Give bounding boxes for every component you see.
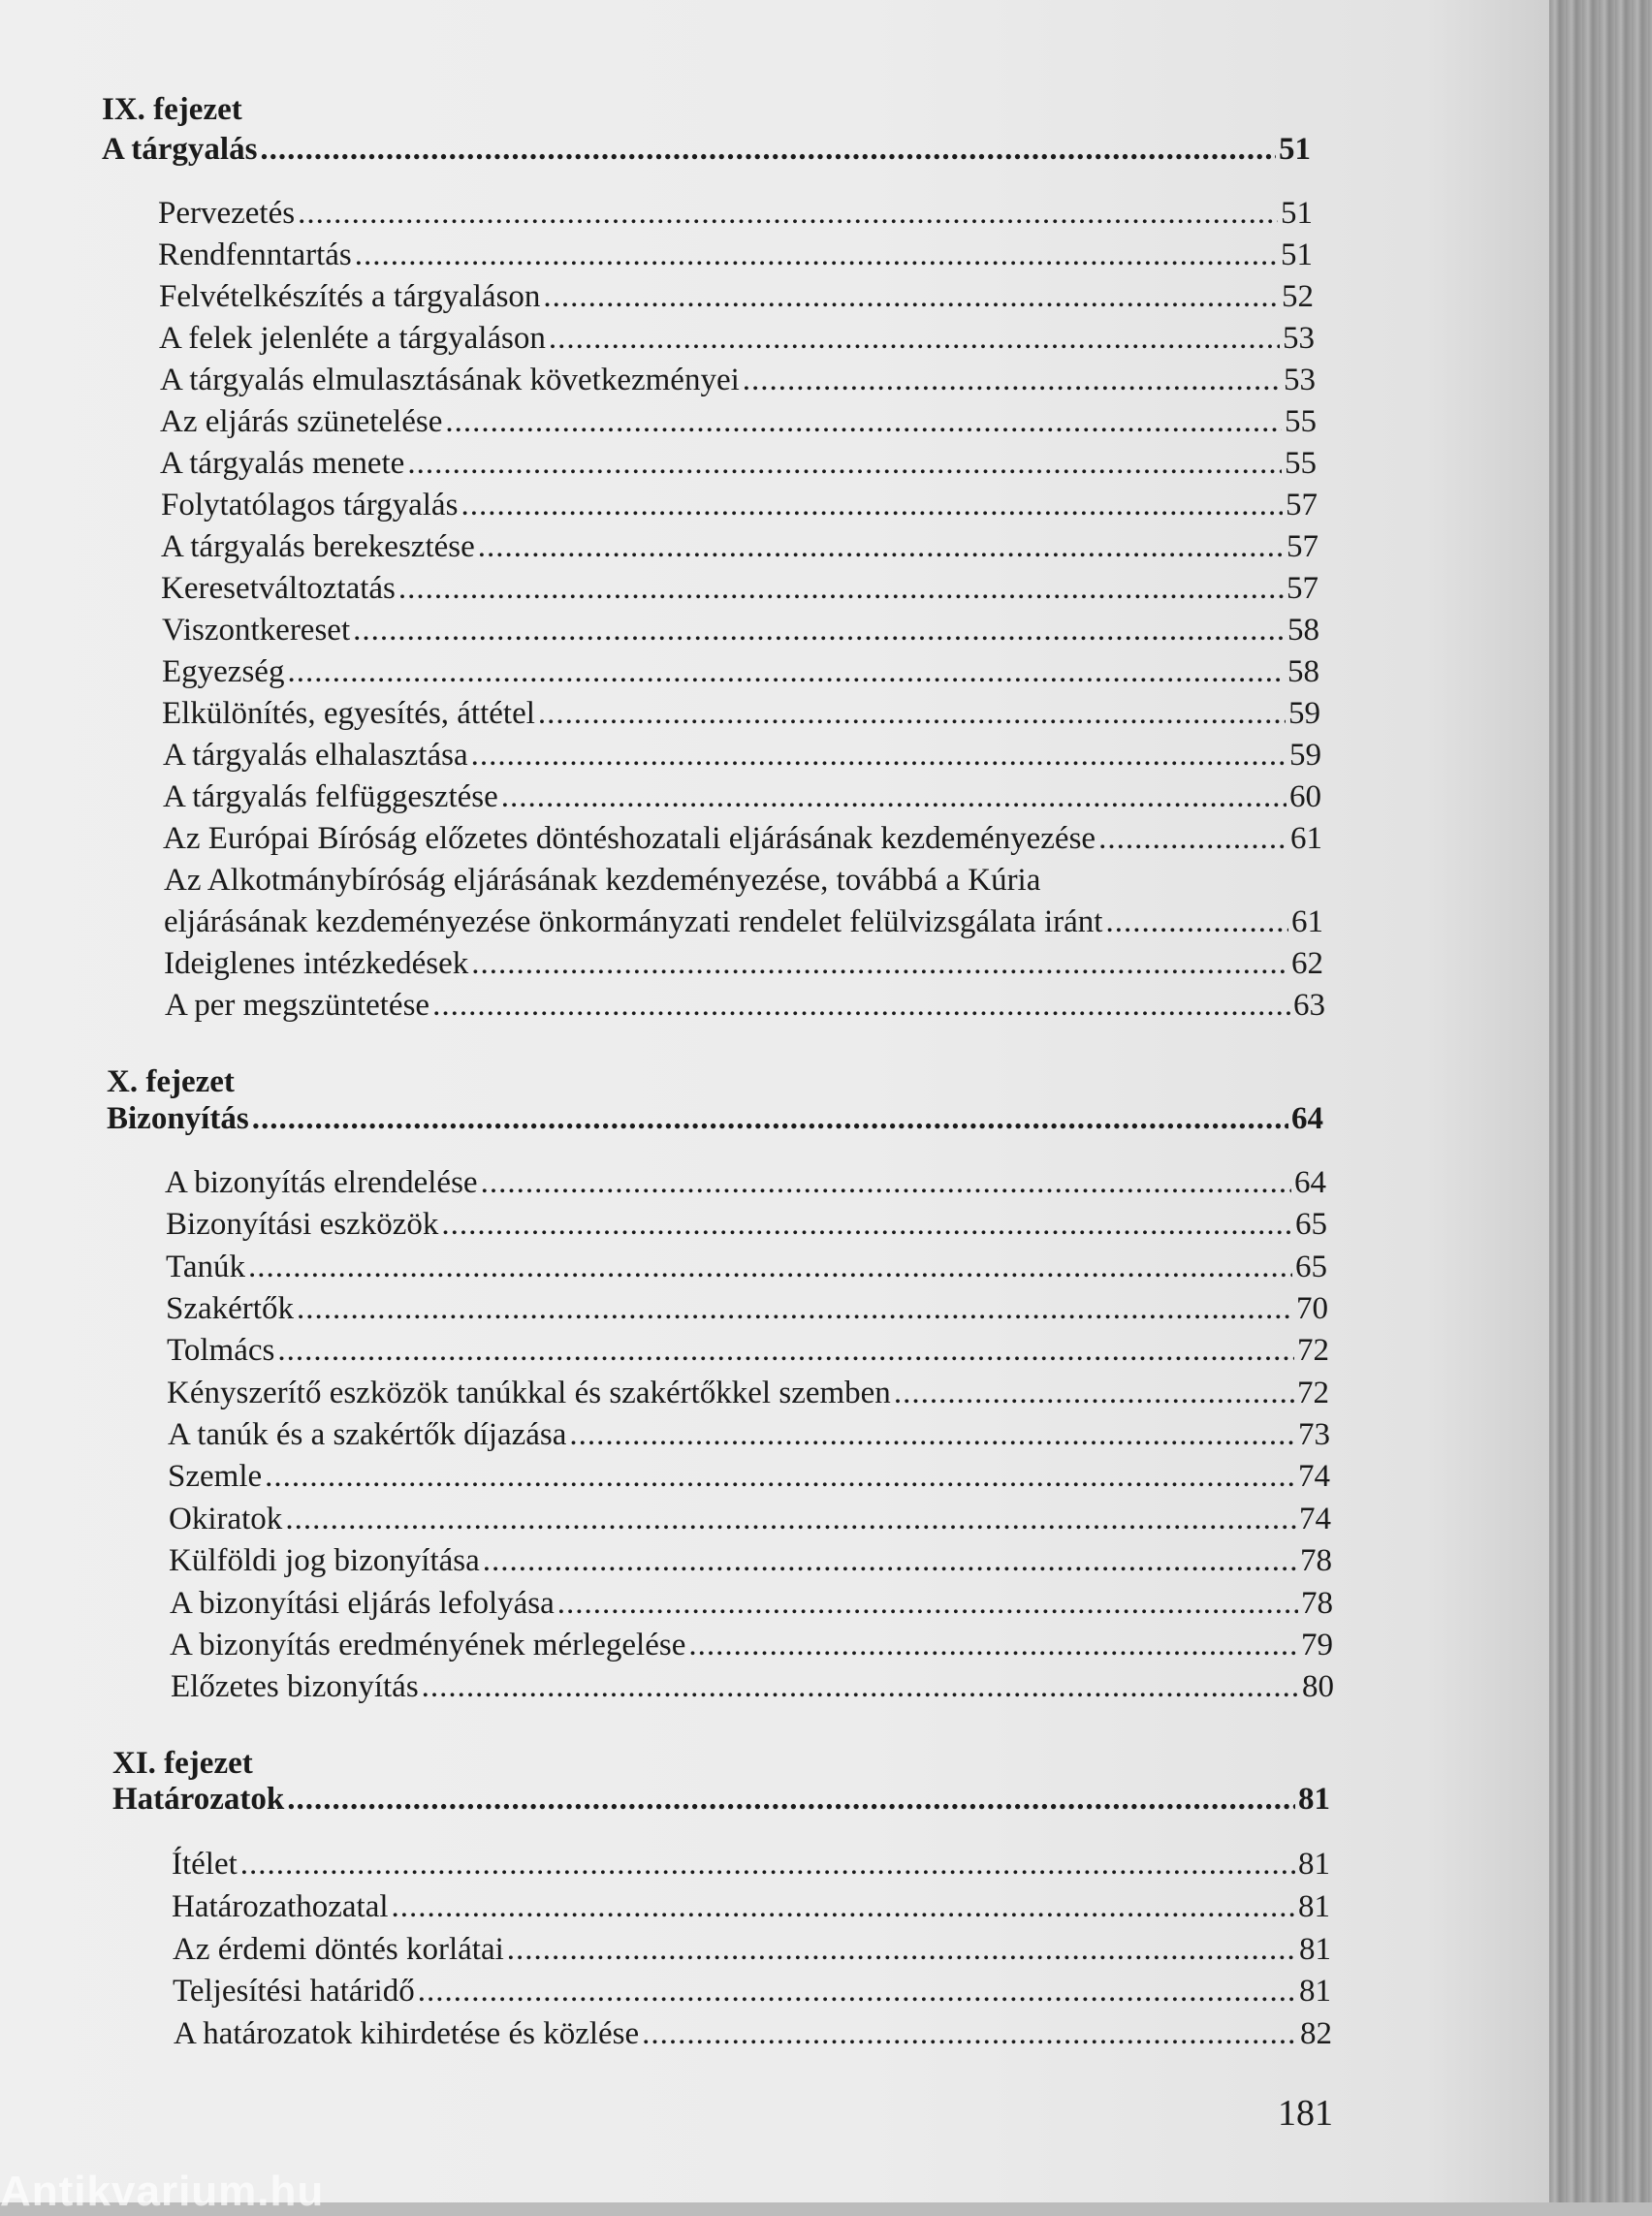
- toc-entry: [172, 1887, 1330, 1926]
- entry-page: 61: [1291, 904, 1323, 939]
- toc-entry-first-line: Az Alkotmánybíróság eljárásának kezdeményezése, továbbá a Kúria: [164, 863, 1041, 898]
- toc-entry: [167, 1374, 1329, 1412]
- entry-title: A per megszüntetése: [165, 988, 430, 1023]
- entry-page: 55: [1285, 446, 1317, 481]
- entry-title: A bizonyítás elrendelése: [165, 1165, 478, 1200]
- entry-page: 81: [1299, 1932, 1331, 1967]
- entry-title: Bizonyítási eszközök: [166, 1207, 439, 1242]
- entry-page: 57: [1287, 529, 1318, 564]
- entry-title: Az Európai Bíróság előzetes döntéshozatali eljárásának kezdeményezése: [163, 821, 1096, 856]
- entry-title: A tárgyalás elhalasztása: [163, 738, 468, 773]
- entry-page: 62: [1291, 946, 1323, 981]
- entry-page: 64: [1294, 1165, 1326, 1200]
- toc-entry: [174, 2014, 1332, 2053]
- entry-page: 81: [1299, 1974, 1331, 2009]
- chapter-title-line: [112, 1780, 1330, 1819]
- toc-entry: [163, 777, 1321, 816]
- entry-page: 59: [1288, 696, 1320, 731]
- entry-page: 74: [1299, 1502, 1331, 1536]
- toc-entry: [166, 1289, 1328, 1328]
- toc-entry: [173, 1930, 1331, 1969]
- entry-page: 52: [1282, 279, 1314, 314]
- entry-page: 61: [1290, 821, 1322, 856]
- entry-title: A felek jelenléte a tárgyaláson: [159, 321, 546, 356]
- toc-entry: [160, 361, 1316, 399]
- toc-entry: [169, 1541, 1332, 1580]
- entry-page: 57: [1287, 571, 1318, 606]
- entry-title: Kényszerítő eszközök tanúkkal és szakértőkkel szemben: [167, 1376, 891, 1410]
- chapter-title: Határozatok: [112, 1782, 285, 1817]
- toc-entry: [163, 819, 1322, 858]
- chapter-title-line: [102, 130, 1311, 169]
- entry-title: Elkülönítés, egyesítés, áttétel: [162, 696, 535, 731]
- entry-page: 82: [1300, 2016, 1332, 2051]
- toc-entry: [163, 736, 1321, 775]
- entry-page: 51: [1281, 237, 1313, 272]
- entry-title: A bizonyítás eredményének mérlegelése: [170, 1628, 686, 1662]
- toc-entry: [164, 902, 1323, 941]
- entry-page: 51: [1281, 196, 1313, 231]
- chapter-title-line: [107, 1099, 1323, 1138]
- chapter-page: 64: [1291, 1101, 1323, 1136]
- entry-title: Szemle: [168, 1459, 263, 1494]
- entry-title: Folytatólagos tárgyalás: [161, 488, 459, 522]
- entry-title: Viszontkereset: [162, 613, 351, 648]
- toc-entry: [159, 319, 1315, 358]
- entry-title: Pervezetés: [158, 196, 296, 231]
- toc-entry: [160, 444, 1317, 483]
- entry-page: 72: [1297, 1376, 1329, 1410]
- entry-page: 79: [1301, 1628, 1333, 1662]
- entry-page: 53: [1284, 363, 1316, 397]
- entry-title: A bizonyítási eljárás lefolyása: [170, 1586, 555, 1621]
- chapter-number: X. fejezet: [107, 1064, 235, 1099]
- chapter-title: Bizonyítás: [107, 1101, 249, 1136]
- entry-title: Egyezség: [162, 654, 285, 689]
- toc-entry: [166, 1205, 1327, 1244]
- toc-entry: [165, 1163, 1326, 1202]
- entry-title: Keresetváltoztatás: [161, 571, 396, 606]
- entry-title: Ítélet: [172, 1847, 238, 1882]
- entry-title: A tárgyalás berekesztése: [161, 529, 475, 564]
- entry-title: eljárásának kezdeményezése önkormányzati rendelet felülvizsgálata iránt: [164, 904, 1103, 939]
- toc-entry: [172, 1845, 1330, 1884]
- entry-title: Ideiglenes intézkedések: [164, 946, 469, 981]
- entry-title: Tanúk: [166, 1250, 246, 1284]
- toc-entry: [162, 611, 1319, 649]
- toc-entry: [160, 402, 1317, 441]
- chapter-page: 81: [1298, 1782, 1330, 1817]
- entry-title: Előzetes bizonyítás: [171, 1669, 419, 1704]
- page-number: 181: [1278, 2093, 1333, 2134]
- entry-title: Határozathozatal: [172, 1889, 389, 1924]
- entry-title: A tárgyalás elmulasztásának következményei: [160, 363, 740, 397]
- entry-title: Tolmács: [167, 1333, 275, 1368]
- entry-title: Az érdemi döntés korlátai: [173, 1932, 504, 1967]
- book-spine-edge: [1549, 0, 1652, 2202]
- watermark: Antikvarium.hu: [0, 2168, 325, 2215]
- toc-entry: [166, 1248, 1327, 1286]
- entry-page: 81: [1298, 1847, 1330, 1882]
- entry-title: Okiratok: [169, 1502, 283, 1536]
- toc-entry: [171, 1667, 1334, 1706]
- toc-entry: [173, 1972, 1331, 2010]
- entry-page: 58: [1287, 654, 1319, 689]
- toc-entry: [159, 277, 1314, 316]
- entry-title: A határozatok kihirdetése és közlése: [174, 2016, 640, 2051]
- entry-page: 78: [1300, 1543, 1332, 1578]
- entry-page: 60: [1289, 779, 1321, 814]
- toc-entry: [162, 652, 1319, 691]
- entry-title: Külföldi jog bizonyítása: [169, 1543, 480, 1578]
- chapter-title: A tárgyalás: [102, 132, 258, 167]
- entry-page: 63: [1293, 988, 1325, 1023]
- toc-entry: [168, 1457, 1330, 1496]
- entry-title: Szakértők: [166, 1291, 294, 1326]
- toc-entry: [165, 986, 1325, 1025]
- toc-entry: [158, 194, 1313, 233]
- entry-page: 80: [1302, 1669, 1334, 1704]
- toc-entry: [161, 527, 1318, 566]
- toc-entry: [162, 694, 1320, 733]
- entry-title: A tanúk és a szakértők díjazása: [168, 1417, 567, 1452]
- toc-entry: [164, 944, 1323, 983]
- toc-entry: [170, 1584, 1333, 1623]
- entry-page: 57: [1286, 488, 1318, 522]
- entry-page: 81: [1298, 1889, 1330, 1924]
- entry-page: 72: [1297, 1333, 1329, 1368]
- toc-entry: [169, 1500, 1331, 1538]
- entry-page: 55: [1285, 404, 1317, 439]
- chapter-number: IX. fejezet: [102, 92, 242, 127]
- toc-entry: [161, 569, 1318, 608]
- entry-page: 65: [1295, 1250, 1327, 1284]
- entry-title: A tárgyalás menete: [160, 446, 405, 481]
- entry-title: Teljesítési határidő: [173, 1974, 415, 2009]
- toc-entry: [161, 486, 1318, 524]
- toc-entry: [168, 1415, 1330, 1454]
- chapter-page: 51: [1279, 132, 1311, 167]
- entry-page: 53: [1283, 321, 1315, 356]
- entry-page: 74: [1298, 1459, 1330, 1494]
- chapter-number: XI. fejezet: [112, 1746, 253, 1781]
- entry-page: 58: [1287, 613, 1319, 648]
- entry-page: 70: [1296, 1291, 1328, 1326]
- entry-title: A tárgyalás felfüggesztése: [163, 779, 498, 814]
- entry-title: Az eljárás szünetelése: [160, 404, 443, 439]
- entry-title: Felvételkészítés a tárgyaláson: [159, 279, 541, 314]
- entry-title: Rendfenntartás: [158, 237, 352, 272]
- toc-entry: [170, 1626, 1333, 1664]
- entry-page: 65: [1295, 1207, 1327, 1242]
- entry-page: 78: [1301, 1586, 1333, 1621]
- entry-page: 73: [1298, 1417, 1330, 1452]
- toc-entry: [158, 236, 1313, 274]
- toc-entry: [167, 1331, 1329, 1370]
- entry-page: 59: [1289, 738, 1321, 773]
